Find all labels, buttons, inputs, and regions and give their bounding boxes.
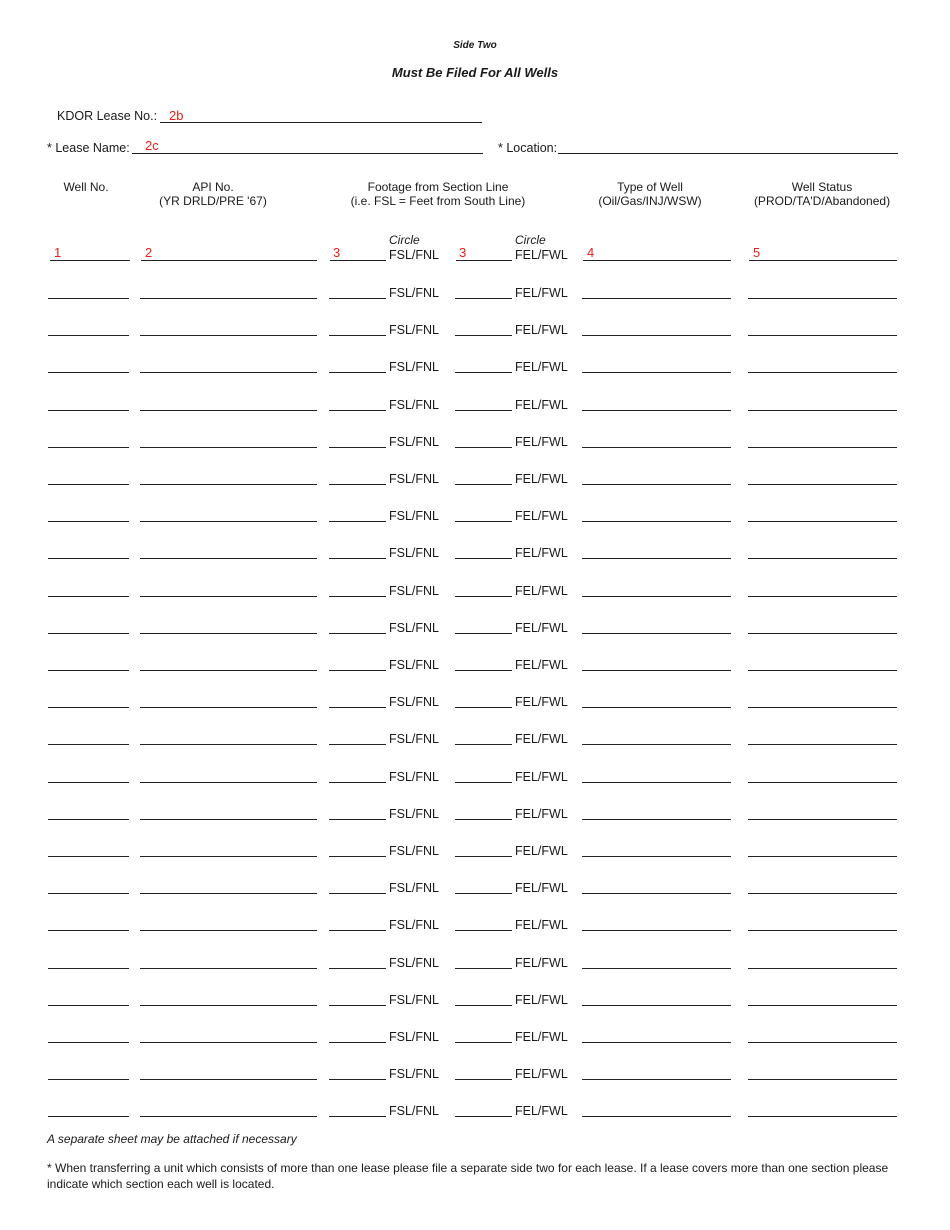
api-no-field[interactable] [140, 447, 317, 448]
circle-label-ew: Circle [515, 233, 546, 247]
ns-unit-label[interactable]: FSL/FNL [389, 769, 440, 784]
well-row [0, 728, 950, 748]
well-status-field[interactable] [748, 558, 897, 559]
ew-footage-field[interactable] [455, 558, 512, 559]
api-no-field[interactable] [140, 1005, 317, 1006]
ns-footage-field[interactable] [329, 893, 386, 894]
ew-footage-field[interactable] [455, 335, 512, 336]
well-no-marker: 1 [54, 245, 62, 260]
well-row [0, 468, 950, 488]
ew-footage-field[interactable] [455, 372, 512, 373]
col-well-no: Well No. [63, 180, 109, 194]
ew-unit-label[interactable]: FEL/FWL [515, 583, 568, 598]
ns-footage-field[interactable] [329, 596, 386, 597]
well-row [0, 617, 950, 637]
ew-unit-label[interactable]: FEL/FWL [515, 955, 568, 970]
ns-unit-label[interactable]: FSL/FNL [389, 658, 440, 672]
ns-footage-field[interactable] [329, 1042, 386, 1043]
well-status-field[interactable] [748, 819, 897, 820]
well-no-field[interactable] [48, 707, 129, 708]
well-status-field[interactable] [748, 1042, 897, 1043]
api-no-field[interactable] [140, 596, 317, 597]
ns-footage-field[interactable] [329, 1079, 386, 1080]
form-title: Must Be Filed For All Wells [391, 65, 559, 80]
ew-unit-label[interactable]: FEL/FWL [515, 248, 568, 262]
well-no-field[interactable] [48, 558, 129, 559]
kdor-lease-field[interactable] [160, 122, 482, 123]
ns-footage-field[interactable] [329, 707, 386, 708]
ew-footage-field[interactable] [455, 447, 512, 448]
api-no-field[interactable] [140, 968, 317, 969]
ns-footage-field[interactable] [329, 484, 386, 485]
well-no-field[interactable] [48, 1042, 129, 1043]
ns-footage-field[interactable] [329, 819, 386, 820]
api-no-field[interactable] [140, 819, 317, 820]
api-no-field[interactable] [140, 1116, 317, 1117]
well-status-field[interactable] [748, 670, 897, 671]
ew-unit-label[interactable]: FEL/FWL [515, 695, 568, 710]
well-row [0, 505, 950, 525]
well-status-field[interactable] [748, 1079, 897, 1080]
type-of-well-field[interactable] [582, 633, 731, 634]
type-of-well-field[interactable] [582, 558, 731, 559]
api-no-field[interactable] [140, 298, 317, 299]
location-field[interactable] [558, 153, 898, 154]
col-type-of-well: Type of Well (Oil/Gas/INJ/WSW) [598, 180, 702, 208]
well-row [0, 989, 950, 1009]
ew-footage-field[interactable] [455, 744, 512, 745]
type-of-well-field[interactable] [582, 484, 731, 485]
type-of-well-field[interactable] [582, 1005, 731, 1006]
ns-unit-label[interactable]: FSL/FNL [389, 434, 440, 449]
api-no-field[interactable] [140, 930, 317, 931]
well-no-field[interactable] [48, 372, 129, 373]
kdor-lease-marker: 2b [169, 108, 184, 123]
well-row [0, 542, 950, 562]
api-no-marker: 2 [145, 245, 153, 260]
type-of-well-field[interactable] [582, 930, 731, 931]
ns-unit-label[interactable]: FSL/FNL [389, 360, 440, 375]
well-status-field[interactable] [748, 521, 897, 522]
well-status-field[interactable] [748, 1005, 897, 1006]
ew-footage-field[interactable] [455, 1079, 512, 1080]
well-row [0, 1063, 950, 1083]
well-row [0, 766, 950, 786]
api-no-field[interactable] [140, 410, 317, 411]
api-no-field[interactable] [140, 335, 317, 336]
ew-unit-label[interactable]: FEL/FWL [515, 397, 568, 412]
ns-footage-field[interactable] [329, 447, 386, 448]
ew-unit-label[interactable]: FEL/FWL [515, 732, 568, 747]
ew-unit-label[interactable]: FEL/FWL [515, 360, 568, 375]
ns-unit-label[interactable]: FSL/FNL [389, 1030, 440, 1044]
ew-footage-field[interactable] [455, 484, 512, 485]
ew-footage-field[interactable] [455, 633, 512, 634]
well-no-field[interactable] [48, 447, 129, 448]
type-of-well-field[interactable] [582, 410, 731, 411]
well-no-field[interactable] [48, 633, 129, 634]
ns-unit-label[interactable]: FSL/FNL [389, 397, 440, 412]
circle-label-ns: Circle [389, 233, 420, 247]
well-status-field[interactable] [748, 335, 897, 336]
type-of-well-field[interactable] [582, 670, 731, 671]
well-no-field[interactable] [48, 1005, 129, 1006]
ns-unit-label[interactable]: FSL/FNL [389, 844, 440, 858]
ns-unit-label[interactable]: FSL/FNL [389, 472, 440, 486]
well-no-field[interactable] [48, 410, 129, 411]
well-status-field[interactable] [748, 1116, 897, 1117]
well-row-1 [0, 244, 950, 264]
well-no-field[interactable] [48, 484, 129, 485]
ns-footage-field[interactable] [330, 260, 386, 261]
well-status-field[interactable] [748, 596, 897, 597]
well-row [0, 1100, 950, 1120]
ns-footage-field[interactable] [329, 1116, 386, 1117]
well-status-field[interactable] [749, 260, 897, 261]
ns-unit-label[interactable]: FSL/FNL [389, 323, 440, 338]
ew-footage-field[interactable] [455, 893, 512, 894]
well-no-field[interactable] [48, 930, 129, 931]
well-no-field[interactable] [48, 670, 129, 671]
well-status-field[interactable] [748, 447, 897, 448]
ns-footage-field[interactable] [329, 298, 386, 299]
ns-footage-field[interactable] [329, 410, 386, 411]
well-row [0, 1026, 950, 1046]
well-status-marker: 5 [753, 245, 761, 260]
ew-footage-field[interactable] [455, 856, 512, 857]
ew-footage-field[interactable] [455, 968, 512, 969]
api-no-field[interactable] [140, 744, 317, 745]
ew-unit-label[interactable]: FEL/FWL [515, 509, 568, 524]
ew-unit-label[interactable]: FEL/FWL [515, 620, 568, 635]
ns-footage-field[interactable] [329, 372, 386, 373]
ew-unit-label[interactable]: FEL/FWL [515, 1067, 568, 1082]
type-of-well-field[interactable] [582, 782, 731, 783]
type-of-well-field[interactable] [582, 1079, 731, 1080]
api-no-field[interactable] [140, 558, 317, 559]
type-of-well-field[interactable] [582, 744, 731, 745]
location-label: * Location: [498, 141, 558, 155]
well-row [0, 282, 950, 302]
ew-unit-label[interactable]: FEL/FWL [515, 918, 568, 933]
ns-footage-field[interactable] [329, 782, 386, 783]
well-no-field[interactable] [50, 260, 130, 261]
ns-unit-label[interactable]: FSL/FNL [389, 992, 440, 1007]
type-of-well-field[interactable] [582, 968, 731, 969]
type-of-well-field[interactable] [582, 1116, 731, 1117]
ns-unit-label[interactable]: FSL/FNL [389, 955, 440, 970]
kdor-lease-label: KDOR Lease No.: [57, 109, 158, 123]
lease-name-label: * Lease Name: [47, 141, 130, 155]
type-of-well-field[interactable] [582, 335, 731, 336]
lease-name-marker: 2c [145, 138, 159, 153]
api-no-field[interactable] [140, 372, 317, 373]
ew-footage-field[interactable] [455, 819, 512, 820]
ns-footage-field[interactable] [329, 856, 386, 857]
ew-footage-field[interactable] [455, 670, 512, 671]
well-row [0, 356, 950, 376]
api-no-field[interactable] [140, 670, 317, 671]
well-row [0, 319, 950, 339]
ew-unit-label[interactable]: FEL/FWL [515, 323, 568, 338]
ns-unit-label[interactable]: FSL/FNL [389, 546, 440, 561]
ns-footage-field[interactable] [329, 633, 386, 634]
well-no-field[interactable] [48, 1079, 129, 1080]
well-row [0, 877, 950, 897]
well-status-field[interactable] [748, 484, 897, 485]
well-no-field[interactable] [48, 782, 129, 783]
api-no-field[interactable] [140, 707, 317, 708]
ew-unit-label[interactable]: FEL/FWL [515, 546, 568, 561]
ns-unit-label[interactable]: FSL/FNL [389, 806, 440, 821]
lease-name-field[interactable] [132, 153, 483, 154]
well-no-field[interactable] [48, 298, 129, 299]
well-no-field[interactable] [48, 521, 129, 522]
attach-note: A separate sheet may be attached if necessary [47, 1132, 297, 1146]
api-no-field[interactable] [140, 782, 317, 783]
ew-unit-label[interactable]: FEL/FWL [515, 1030, 568, 1044]
ew-unit-label[interactable]: FEL/FWL [515, 806, 568, 821]
col-well-status: Well Status (PROD/TA'D/Abandoned) [753, 180, 891, 208]
ew-footage-field[interactable] [455, 1005, 512, 1006]
well-status-field[interactable] [748, 893, 897, 894]
ns-unit-label[interactable]: FSL/FNL [389, 1104, 440, 1119]
transfer-note: * When transferring a unit which consists of more than one lease please file a separate side two for each lease. If a lease covers more than one section please indicate which section each well is located. [47, 1161, 889, 1191]
well-status-field[interactable] [748, 633, 897, 634]
side-two-label: Side Two [453, 40, 497, 51]
ew-footage-field[interactable] [455, 298, 512, 299]
type-of-well-field[interactable] [582, 893, 731, 894]
ew-footage-field[interactable] [455, 1042, 512, 1043]
ew-unit-label[interactable]: FEL/FWL [515, 769, 568, 784]
well-no-field[interactable] [48, 968, 129, 969]
api-no-field[interactable] [140, 1042, 317, 1043]
ns-footage-field[interactable] [329, 670, 386, 671]
ns-unit-label[interactable]: FSL/FNL [389, 732, 440, 747]
ew-footage-field[interactable] [455, 521, 512, 522]
well-status-field[interactable] [748, 930, 897, 931]
ns-footage-field[interactable] [329, 335, 386, 336]
ns-footage-field[interactable] [329, 558, 386, 559]
well-status-field[interactable] [748, 782, 897, 783]
ns-unit-label[interactable]: FSL/FNL [389, 509, 440, 524]
type-of-well-field[interactable] [582, 856, 731, 857]
well-row [0, 654, 950, 674]
well-status-field[interactable] [748, 707, 897, 708]
col-footage: Footage from Section Line (i.e. FSL = Feet from South Line) [350, 180, 526, 208]
ew-footage-field[interactable] [455, 782, 512, 783]
ew-footage-field[interactable] [455, 930, 512, 931]
ns-unit-label[interactable]: FSL/FNL [389, 881, 440, 896]
ns-footage-field[interactable] [329, 1005, 386, 1006]
ns-footage-field[interactable] [329, 521, 386, 522]
well-status-field[interactable] [748, 298, 897, 299]
ew-unit-label[interactable]: FEL/FWL [515, 1104, 568, 1119]
api-no-field[interactable] [141, 260, 317, 261]
type-of-well-field[interactable] [582, 447, 731, 448]
ns-footage-field[interactable] [329, 744, 386, 745]
well-row [0, 431, 950, 451]
api-no-field[interactable] [140, 521, 317, 522]
well-no-field[interactable] [48, 335, 129, 336]
well-row [0, 803, 950, 823]
type-of-well-field[interactable] [582, 707, 731, 708]
ew-footage-marker: 3 [459, 245, 467, 260]
type-of-well-field[interactable] [582, 521, 731, 522]
api-no-field[interactable] [140, 856, 317, 857]
well-status-field[interactable] [748, 372, 897, 373]
ew-footage-field[interactable] [455, 707, 512, 708]
well-status-field[interactable] [748, 410, 897, 411]
type-of-well-field[interactable] [583, 260, 731, 261]
ns-unit-label[interactable]: FSL/FNL [389, 918, 440, 933]
ew-unit-label[interactable]: FEL/FWL [515, 286, 568, 300]
api-no-field[interactable] [140, 484, 317, 485]
ew-unit-label[interactable]: FEL/FWL [515, 434, 568, 449]
ew-footage-field[interactable] [455, 596, 512, 597]
well-no-field[interactable] [48, 819, 129, 820]
well-no-field[interactable] [48, 744, 129, 745]
well-no-field[interactable] [48, 893, 129, 894]
api-no-field[interactable] [140, 1079, 317, 1080]
type-of-well-marker: 4 [587, 245, 595, 260]
ns-unit-label[interactable]: FSL/FNL [389, 248, 440, 262]
well-row [0, 394, 950, 414]
well-no-field[interactable] [48, 596, 129, 597]
well-no-field[interactable] [48, 1116, 129, 1117]
ns-unit-label[interactable]: FSL/FNL [389, 695, 440, 710]
well-status-field[interactable] [748, 968, 897, 969]
ew-unit-label[interactable]: FEL/FWL [515, 658, 568, 672]
well-row [0, 580, 950, 600]
ns-footage-field[interactable] [329, 968, 386, 969]
ew-unit-label[interactable]: FEL/FWL [515, 992, 568, 1007]
type-of-well-field[interactable] [582, 1042, 731, 1043]
well-row [0, 914, 950, 934]
well-status-field[interactable] [748, 856, 897, 857]
well-row [0, 952, 950, 972]
ns-unit-label[interactable]: FSL/FNL [389, 583, 440, 598]
well-status-field[interactable] [748, 744, 897, 745]
ns-unit-label[interactable]: FSL/FNL [389, 1067, 440, 1082]
col-api-no: API No. (YR DRLD/PRE '67) [159, 180, 267, 208]
ns-footage-marker: 3 [333, 245, 341, 260]
type-of-well-field[interactable] [582, 596, 731, 597]
ns-unit-label[interactable]: FSL/FNL [389, 286, 440, 300]
ew-footage-field[interactable] [455, 1116, 512, 1117]
ew-footage-field[interactable] [455, 410, 512, 411]
api-no-field[interactable] [140, 893, 317, 894]
type-of-well-field[interactable] [582, 372, 731, 373]
type-of-well-field[interactable] [582, 298, 731, 299]
api-no-field[interactable] [140, 633, 317, 634]
well-row [0, 691, 950, 711]
ew-unit-label[interactable]: FEL/FWL [515, 472, 568, 486]
type-of-well-field[interactable] [582, 819, 731, 820]
well-no-field[interactable] [48, 856, 129, 857]
ew-footage-field[interactable] [456, 260, 512, 261]
ns-unit-label[interactable]: FSL/FNL [389, 620, 440, 635]
ew-unit-label[interactable]: FEL/FWL [515, 881, 568, 896]
well-row [0, 840, 950, 860]
ns-footage-field[interactable] [329, 930, 386, 931]
ew-unit-label[interactable]: FEL/FWL [515, 844, 568, 858]
